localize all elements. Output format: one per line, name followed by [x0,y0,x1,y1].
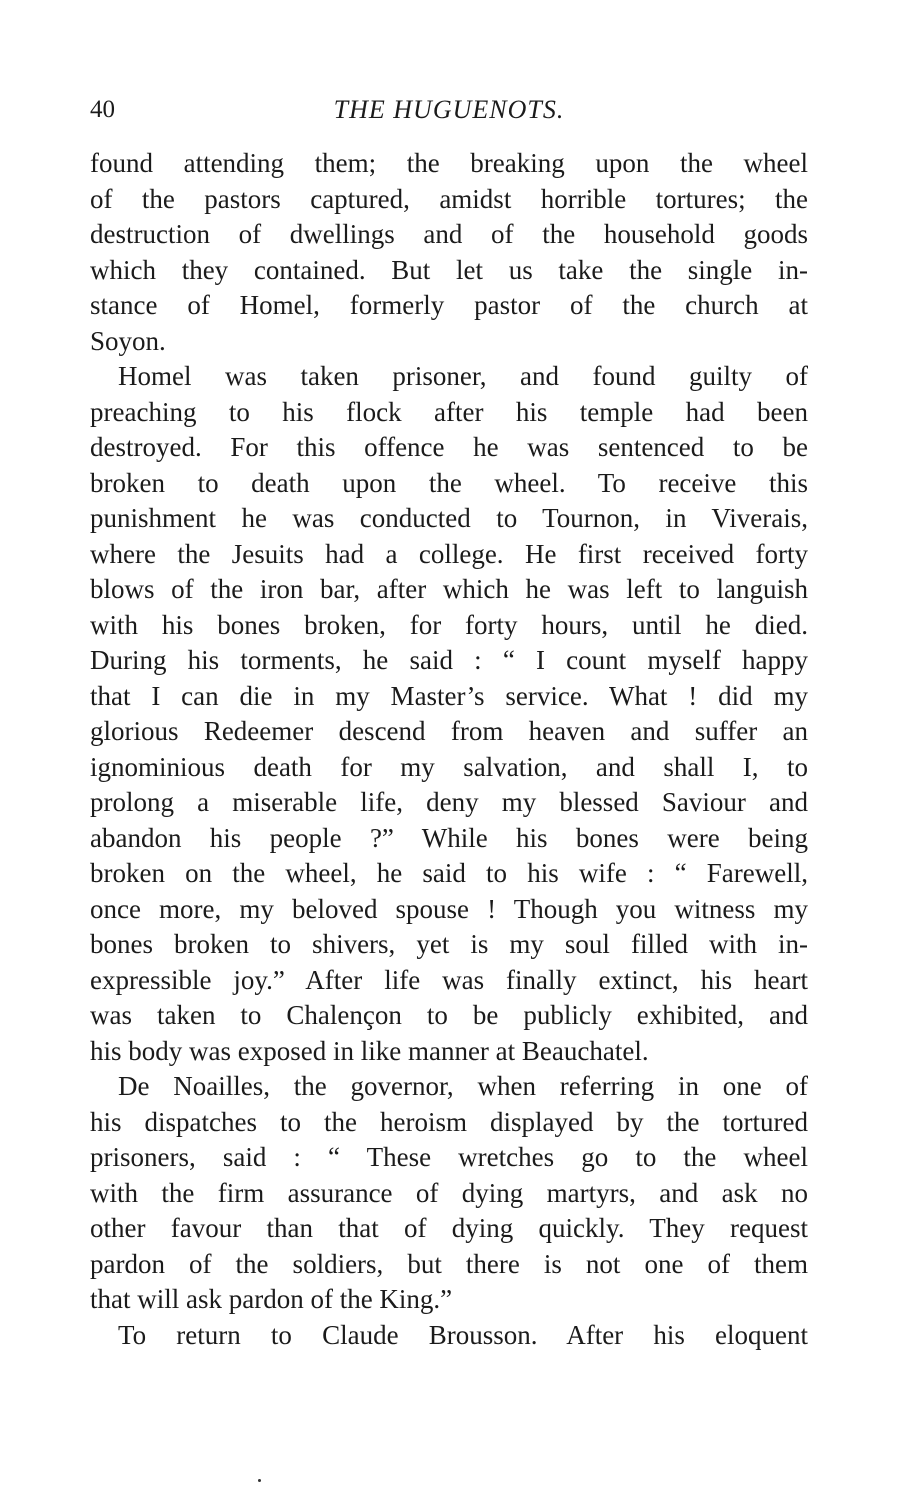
text-line: preaching to his flock after his temple had been [90,396,808,427]
text-line: pardon of the soldiers, but there is not one of them [90,1248,808,1279]
text-line: Homel was taken prisoner, and found guilty of [118,361,808,391]
text-line: ignominious death for my salvation, and shall I, to [90,751,808,782]
text-line: glorious Redeemer descend from heaven and suffer an [90,716,808,746]
text-line: was taken to Chalençon to be publicly exhibited, and [90,1000,808,1030]
text-line: punishment he was conducted to Tournon, in Viverais, [90,503,808,533]
text-line: that will ask pardon of the King.” [90,1284,453,1314]
print-speck [258,1479,261,1482]
page-number: 40 [90,96,115,123]
text-line: other favour than that of dying quickly. They request [90,1213,808,1243]
text-line: During his torments, he said : “ I count myself happy [90,645,808,675]
text-line: expressible joy.” After life was finally extinct, his heart [90,964,808,995]
text-line: with the firm assurance of dying martyrs, and ask no [90,1177,808,1208]
text-line: his dispatches to the heroism displayed by the tortured [90,1106,808,1137]
running-head [90,88,808,132]
text-line: broken to death upon the wheel. To receive this [90,467,808,498]
text-line: which they contained. But let us take the single in- [90,254,808,285]
text-line: broken on the wheel, he said to his wife : “ Farewell, [90,858,808,888]
text-line: prisoners, said : “ These wretches go to the wheel [90,1142,808,1172]
text-line: of the pastors captured, amidst horrible tortures; the [90,183,808,214]
text-line: Soyon. [90,325,166,356]
text-line: where the Jesuits had a college. He first received forty [90,538,808,569]
text-line: To return to Claude Brousson. After his eloquent [118,1319,808,1350]
text-line: that I can die in my Master’s service. What ! did my [90,680,808,711]
text-line: with his bones broken, for forty hours, until he died. [90,609,808,640]
text-line: destruction of dwellings and of the household goods [90,219,808,249]
text-line: prolong a miserable life, deny my blessed Saviour and [90,787,808,817]
text-line: De Noailles, the governor, when referring in one of [118,1071,808,1101]
running-title: THE HUGUENOTS. [333,95,565,124]
text-line: abandon his people ?” While his bones were being [90,822,808,853]
text-line: destroyed. For this offence he was sentenced to be [90,432,808,462]
text-line: stance of Homel, formerly pastor of the church at [90,290,808,320]
text-line: his body was exposed in like manner at Beauchatel. [90,1035,649,1066]
text-line: bones broken to shivers, yet is my soul filled with in- [90,929,808,959]
text-line: once more, my beloved spouse ! Though you witness my [90,893,808,924]
text-line: found attending them; the breaking upon the wheel [90,148,808,178]
text-line: blows of the iron bar, after which he was left to languish [90,574,808,604]
body-text [90,146,808,1353]
